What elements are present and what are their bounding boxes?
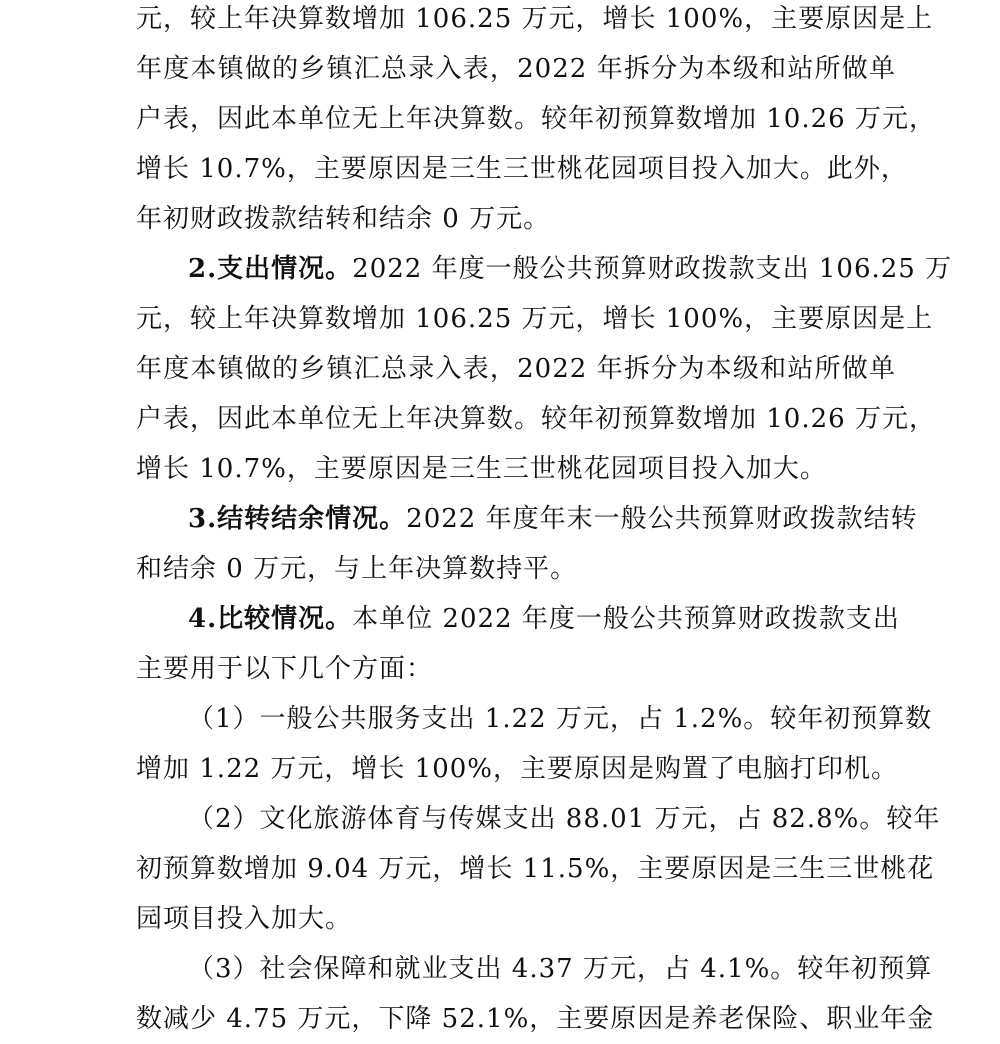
section-4-text: 本单位 2022 年度一般公共预算财政拨款支出	[352, 604, 900, 634]
paragraph-line: 年度本镇做的乡镇汇总录入表，2022 年拆分为本级和站所做单	[136, 54, 896, 84]
section-3-heading: 3.结转结余情况。	[188, 504, 407, 534]
paragraph-line: 数减少 4.75 万元，下降 52.1%，主要原因是养老保险、职业年金	[136, 1004, 935, 1034]
paragraph-line: 初预算数增加 9.04 万元，增长 11.5%，主要原因是三生三世桃花	[136, 854, 935, 884]
paragraph-line: 园项目投入加大。	[136, 904, 353, 934]
paragraph-line: 元，较上年决算数增加 106.25 万元，增长 100%，主要原因是上	[136, 304, 934, 334]
paragraph-line: 户表，因此本单位无上年决算数。较年初预算数增加 10.26 万元，	[136, 104, 936, 134]
paragraph-line: 增长 10.7%，主要原因是三生三世桃花园项目投入加大。	[136, 454, 827, 484]
item-3-first-line: （3）社会保障和就业支出 4.37 万元，占 4.1%。较年初预算	[188, 954, 933, 984]
paragraph-line: 和结余 0 万元，与上年决算数持平。	[136, 554, 578, 584]
paragraph-line: 年初财政拨款结转和结余 0 万元。	[136, 204, 551, 234]
section-3-text: 2022 年度年末一般公共预算财政拨款结转	[406, 504, 918, 534]
section-4-first-line	[188, 594, 900, 644]
section-2-text: 2022 年度一般公共预算财政拨款支出 106.25 万	[352, 254, 953, 284]
paragraph-line: 增加 1.22 万元，增长 100%，主要原因是购置了电脑打印机。	[136, 754, 899, 784]
section-4-heading: 4.比较情况。	[188, 604, 353, 634]
paragraph-line: 主要用于以下几个方面：	[136, 654, 434, 684]
paragraph-line: 年度本镇做的乡镇汇总录入表，2022 年拆分为本级和站所做单	[136, 354, 896, 384]
paragraph-line: 增长 10.7%，主要原因是三生三世桃花园项目投入加大。此外，	[136, 154, 908, 184]
section-2-heading: 2.支出情况。	[188, 254, 353, 284]
section-2-first-line	[188, 244, 953, 294]
paragraph-line: 户表，因此本单位无上年决算数。较年初预算数增加 10.26 万元，	[136, 404, 936, 434]
item-1-first-line: （1）一般公共服务支出 1.22 万元，占 1.2%。较年初预算数	[188, 704, 933, 734]
item-2-first-line: （2）文化旅游体育与传媒支出 88.01 万元，占 82.8%。较年	[188, 804, 941, 834]
section-3-first-line	[188, 494, 918, 544]
paragraph-line: 元，较上年决算数增加 106.25 万元，增长 100%，主要原因是上	[136, 4, 934, 34]
